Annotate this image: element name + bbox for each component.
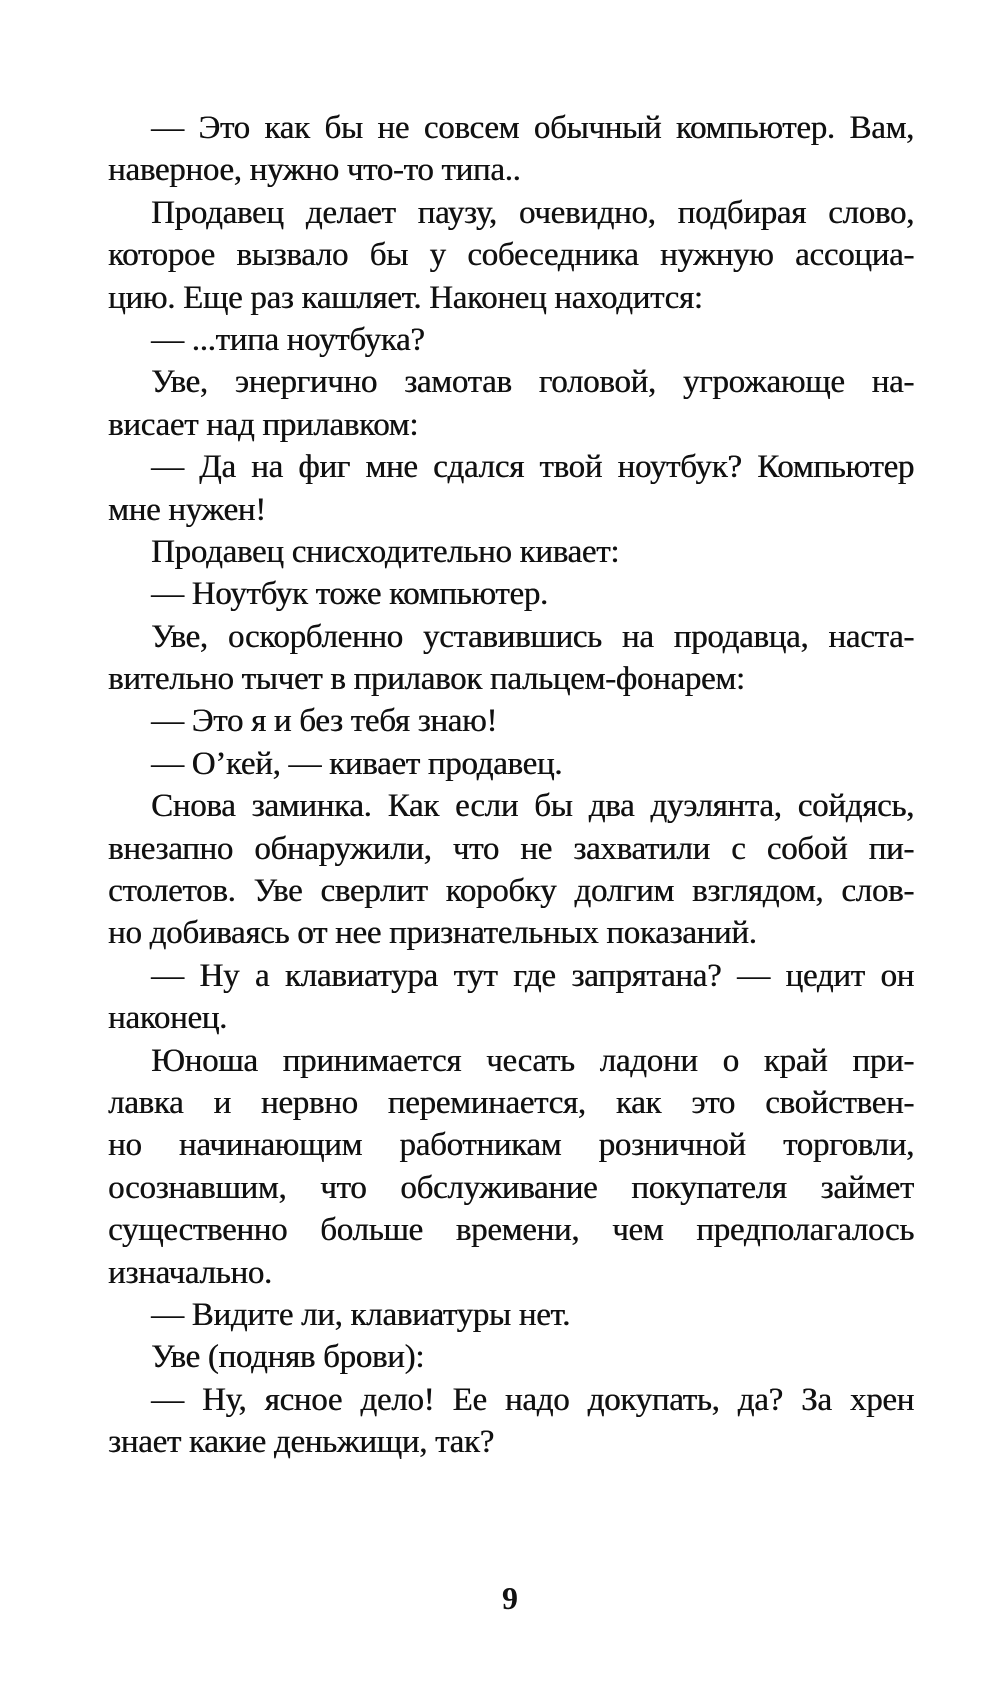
text-line: Продавец делает паузу, очевидно, подбирая слово, (151, 194, 914, 231)
text-line: наконец. (108, 1000, 227, 1037)
paragraph (108, 1040, 914, 1294)
text-line: внезапно обнаружили, что не захватили с собой пи- (108, 830, 914, 867)
paragraph (108, 192, 914, 319)
text-line: лавка и нервно переминается, как это свойствен- (108, 1084, 914, 1121)
text-line: наверное, нужно что-то типа.. (108, 152, 521, 189)
paragraph (108, 446, 914, 531)
text-line: Юноша принимается чесать ладони о край при- (151, 1042, 914, 1079)
paragraph (108, 107, 914, 192)
text-line: вительно тычет в прилавок пальцем-фонарем: (108, 661, 745, 698)
text-line: — Ноутбук тоже компьютер. (151, 576, 548, 613)
text-line: — Это я и без тебя знаю! (151, 703, 498, 740)
paragraph (108, 1379, 914, 1464)
text-line: висает над прилавком: (108, 406, 419, 443)
paragraph (108, 700, 914, 742)
text-line: осознавшим, что обслуживание покупателя займет (108, 1169, 914, 1206)
text-line: изначально. (108, 1254, 272, 1291)
text-line: существенно больше времени, чем предполагалось (108, 1212, 914, 1249)
paragraph (108, 361, 914, 446)
text-line: Снова заминка. Как если бы два дуэлянта, сойдясь, (151, 788, 914, 825)
text-line: — О’кей, — кивает продавец. (151, 745, 563, 782)
paragraph (108, 1336, 914, 1378)
text-line: — Это как бы не совсем обычный компьютер. Вам, (151, 110, 914, 146)
text-line: знает какие деньжищи, так? (108, 1424, 494, 1461)
paragraph (108, 785, 914, 955)
paragraph (108, 531, 914, 573)
text-line: — Да на фиг мне сдался твой ноутбук? Компьютер (151, 449, 914, 486)
text-line: мне нужен! (108, 491, 266, 528)
body-text (108, 107, 914, 1464)
text-line: Уве, оскорбленно уставившись на продавца, наста- (151, 618, 914, 655)
text-line: Уве, энергично замотав головой, угрожающе на- (151, 364, 914, 401)
paragraph (108, 743, 914, 785)
text-line: — Ну, ясное дело! Ее надо докупать, да? За хрен (151, 1381, 914, 1418)
text-line: — Ну а клавиатура тут где запрятана? — цедит он (151, 957, 914, 994)
page-number: 9 (502, 1580, 518, 1616)
text-line: но добиваясь от нее признательных показаний. (108, 915, 757, 952)
text-line: которое вызвало бы у собеседника нужную ассоциа- (108, 237, 914, 274)
text-line: Продавец снисходительно кивает: (151, 533, 620, 570)
text-line: столетов. Уве сверлит коробку долгим взглядом, слов- (108, 873, 914, 910)
text-line: — Видите ли, клавиатуры нет. (151, 1296, 571, 1333)
text-line: но начинающим работникам розничной торговли, (108, 1127, 914, 1164)
paragraph (108, 319, 914, 361)
paragraph (108, 1294, 914, 1336)
text-line: цию. Еще раз кашляет. Наконец находится: (108, 279, 703, 316)
paragraph (108, 955, 914, 1040)
text-line: — ...типа ноутбука? (151, 321, 425, 358)
text-line: Уве (подняв брови): (151, 1339, 425, 1376)
paragraph (108, 616, 914, 701)
paragraph (108, 573, 914, 615)
